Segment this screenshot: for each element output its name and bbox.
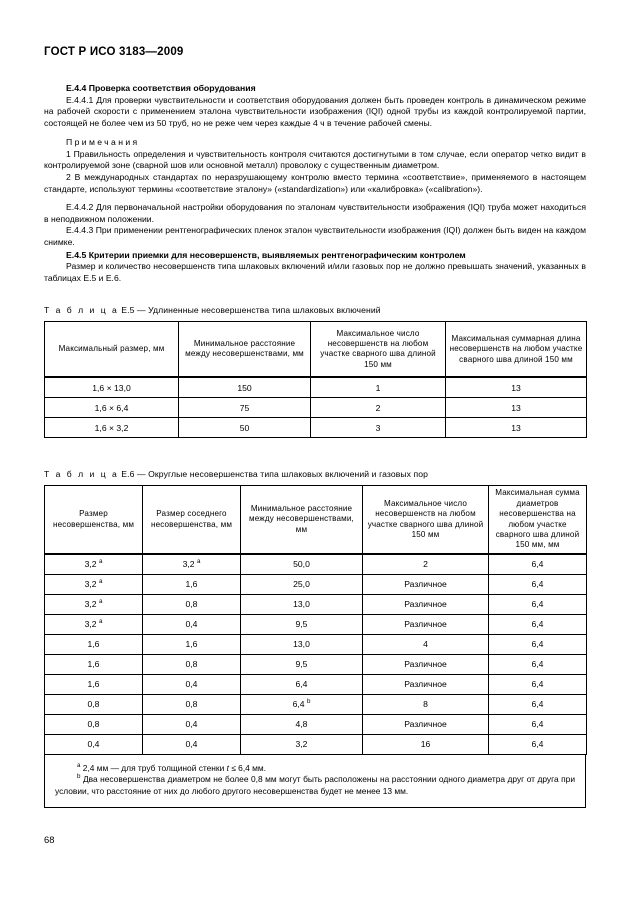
table-cell: 8 <box>363 694 489 714</box>
table-row <box>45 694 587 714</box>
footnote-marker-a: a <box>98 618 103 626</box>
table-e5-caption-label: Т а б л и ц а <box>44 305 119 316</box>
table-row <box>45 554 587 575</box>
table-cell: Различное <box>363 614 489 634</box>
note-1: 1 Правильность определения и чувствительность контроля считаются достигнутыми в том случае, если оператор четко видит в контролируемой зоне (сварной шов или основной металл) проволоку с существенным диаметром. <box>44 148 586 171</box>
table-cell: 6,4 <box>489 734 587 754</box>
table-cell: 0,4 <box>45 734 143 754</box>
page-content <box>44 82 586 808</box>
table-e5-caption <box>44 304 586 316</box>
table-row <box>45 398 587 418</box>
table-cell: Различное <box>363 654 489 674</box>
table-e6 <box>44 485 587 754</box>
section-heading-e445: E.4.5 Критерии приемки для несовершенств, выявляемых рентгенографическим контролем <box>66 249 466 260</box>
footnote-a <box>55 763 575 774</box>
spacer <box>44 129 586 136</box>
table-cell: 0,8 <box>143 694 241 714</box>
footnote-b-text: Два несовершенства диаметром не более 0,8 мм могут быть расположены на расстоянии одного диаметра друг от друга при условии, что расстояние от них до любого другого несовершенства будет не менее 13 мм. <box>55 774 575 796</box>
table-cell: 1,6 <box>143 634 241 654</box>
table-cell: 1 <box>311 377 446 398</box>
table-cell: 9,5 <box>241 614 363 634</box>
spacer <box>44 438 586 448</box>
table-cell: 0,8 <box>45 714 143 734</box>
spacer <box>44 448 586 458</box>
table-cell: Различное <box>363 574 489 594</box>
footnote-marker-b: b <box>77 773 81 781</box>
table-cell: 0,8 <box>143 594 241 614</box>
table-row <box>45 614 587 634</box>
table-cell: 13,0 <box>241 634 363 654</box>
standard-header: ГОСТ Р ИСО 3183—2009 <box>44 46 184 58</box>
table-cell: 6,4 <box>489 654 587 674</box>
table-cell: 13 <box>446 377 587 398</box>
table-cell: 150 <box>179 377 311 398</box>
table-e5-caption-rest: E.5 — Удлиненные несовершенства типа шлаковых включений <box>118 305 381 316</box>
table-e5-col-header: Максимальное число несовершенств на любом участке сварного шва длиной 150 мм <box>311 322 446 378</box>
table-cell: 6,4 <box>489 594 587 614</box>
table-e6-col-header: Максимальное число несовершенств на любом участке сварного шва длиной 150 мм <box>363 486 489 554</box>
footnote-marker-b: b <box>306 698 311 706</box>
table-cell: 0,8 <box>143 654 241 674</box>
table-cell: 2 <box>311 398 446 418</box>
table-cell: 3,2 $^a$ <box>45 614 143 634</box>
table-cell: 0,4 <box>143 714 241 734</box>
footnote-a-text: 2,4 мм — для труб толщиной стенки t ≤ 6,4 мм. <box>82 762 266 773</box>
spacer <box>44 294 586 304</box>
paragraph-e4443: E.4.4.3 При применении рентгенографических пленок эталон чувствительности изображения (IQI) должен быть виден на каждом снимке. <box>44 225 586 248</box>
footnote-marker-a: a <box>196 558 201 566</box>
paragraph-e445: Размер и количество несовершенств типа шлаковых включений и/или газовых пор не должно превышать значений, указанных в таблицах E.5 и E.6. <box>44 261 586 283</box>
table-e6-header-row <box>45 486 587 554</box>
table-cell: 6,4 $^b$ <box>241 694 363 714</box>
footnote-a-variable: t <box>226 762 229 773</box>
page-number: 68 <box>44 834 55 845</box>
note-2: 2 В международных стандартах по неразрушающему контролю вместо термина «соответствие», применяемого в настоящем стандарте, используют термины «соответствие эталону» («standardization») или «калибровка» («calibration»). <box>44 172 586 194</box>
table-cell: 1,6 <box>45 634 143 654</box>
table-cell: 1,6 × 3,2 <box>45 418 179 438</box>
table-e5-col-header: Максимальная суммарная длина несовершенств на любом участке сварного шва длиной 150 мм <box>446 322 587 378</box>
table-cell: 13 <box>446 418 587 438</box>
spacer <box>44 284 586 294</box>
table-cell: 1,6 × 6,4 <box>45 398 179 418</box>
table-row <box>45 594 587 614</box>
table-cell: 4 <box>363 634 489 654</box>
footnote-marker-a: a <box>98 578 103 586</box>
table-e6-caption-label: Т а б л и ц а <box>44 469 119 480</box>
table-cell: 1,6 <box>143 574 241 594</box>
table-cell: 6,4 <box>241 674 363 694</box>
table-cell: 13 <box>446 398 587 418</box>
footnote-marker-a: a <box>98 598 103 606</box>
table-e6-caption <box>44 468 586 480</box>
table-cell: 9,5 <box>241 654 363 674</box>
table-cell: 50 <box>179 418 311 438</box>
table-cell: 6,4 <box>489 614 587 634</box>
table-row <box>45 714 587 734</box>
table-e5-header-row <box>45 322 587 378</box>
table-cell: 6,4 <box>489 674 587 694</box>
table-cell: 6,4 <box>489 574 587 594</box>
table-e5-col-header: Максимальный размер, мм <box>45 322 179 378</box>
table-e5 <box>44 321 587 438</box>
table-cell: 3,2 $^a$ <box>45 594 143 614</box>
table-e6-col-header: Размер соседнего несовершенства, мм <box>143 486 241 554</box>
table-cell: 0,4 <box>143 734 241 754</box>
table-row <box>45 634 587 654</box>
table-row <box>45 418 587 438</box>
table-e6-col-header: Минимальное расстояние между несовершенствами, мм <box>241 486 363 554</box>
table-cell: 6,4 <box>489 714 587 734</box>
footnote-marker-a: a <box>77 762 81 770</box>
table-cell: 75 <box>179 398 311 418</box>
table-row <box>45 674 587 694</box>
table-cell: 25,0 <box>241 574 363 594</box>
footnote-b <box>55 774 575 797</box>
table-cell: Различное <box>363 674 489 694</box>
table-row <box>45 377 587 398</box>
footnote-marker-a: a <box>98 558 103 566</box>
spacer <box>44 195 586 202</box>
table-cell: 1,6 <box>45 654 143 674</box>
table-cell: 0,8 <box>45 694 143 714</box>
table-row <box>45 574 587 594</box>
table-cell: 13,0 <box>241 594 363 614</box>
table-cell: 3,2 $^a$ <box>45 554 143 575</box>
table-cell: 3,2 $^a$ <box>45 574 143 594</box>
table-cell: 16 <box>363 734 489 754</box>
table-cell: 6,4 <box>489 694 587 714</box>
table-e5-col-header: Минимальное расстояние между несовершенствами, мм <box>179 322 311 378</box>
table-cell: 0,4 <box>143 674 241 694</box>
table-cell: 4,8 <box>241 714 363 734</box>
table-cell: 6,4 <box>489 554 587 575</box>
section-heading-e444: E.4.4 Проверка соответствия оборудования <box>66 83 256 93</box>
table-row <box>45 734 587 754</box>
table-cell: 3,2 <box>241 734 363 754</box>
table-cell: 6,4 <box>489 634 587 654</box>
table-e6-caption-rest: E.6 — Округлые несовершенства типа шлаковых включений и газовых пор <box>118 469 429 480</box>
table-cell: 1,6 <box>45 674 143 694</box>
table-cell: 3 <box>311 418 446 438</box>
spacer <box>44 458 586 468</box>
notes-title: Примечания <box>66 137 140 148</box>
table-cell: 1,6 × 13,0 <box>45 377 179 398</box>
table-cell: 3,2 $^a$ <box>143 554 241 575</box>
table-e6-col-header: Размер несовершенства, мм <box>45 486 143 554</box>
table-e6-col-header: Максимальная сумма диаметров несовершенства на любом участке сварного шва длиной 150 мм, мм <box>489 486 587 554</box>
table-e6-footnotes <box>44 755 586 808</box>
table-cell: 50,0 <box>241 554 363 575</box>
table-cell: 0,4 <box>143 614 241 634</box>
table-cell: Различное <box>363 714 489 734</box>
table-e6-body <box>45 554 587 755</box>
table-cell: Различное <box>363 594 489 614</box>
paragraph-e4441: E.4.4.1 Для проверки чувствительности и соответствия оборудования должен быть проведен контроль в динамическом режиме на рабочей скорости с применением эталона чувствительности изображения (IQI) одной трубы из каждой контролируемой партии, состоящей не более чем из 50 труб, но не реже чем через каждые 4 ч в течение рабочей смены. <box>44 94 586 128</box>
table-row <box>45 654 587 674</box>
paragraph-e4442: E.4.4.2 Для первоначальной настройки оборудования по эталонам чувствительности изображения (IQI) труба может находиться в неподвижном положении. <box>44 202 586 224</box>
table-cell: 2 <box>363 554 489 575</box>
